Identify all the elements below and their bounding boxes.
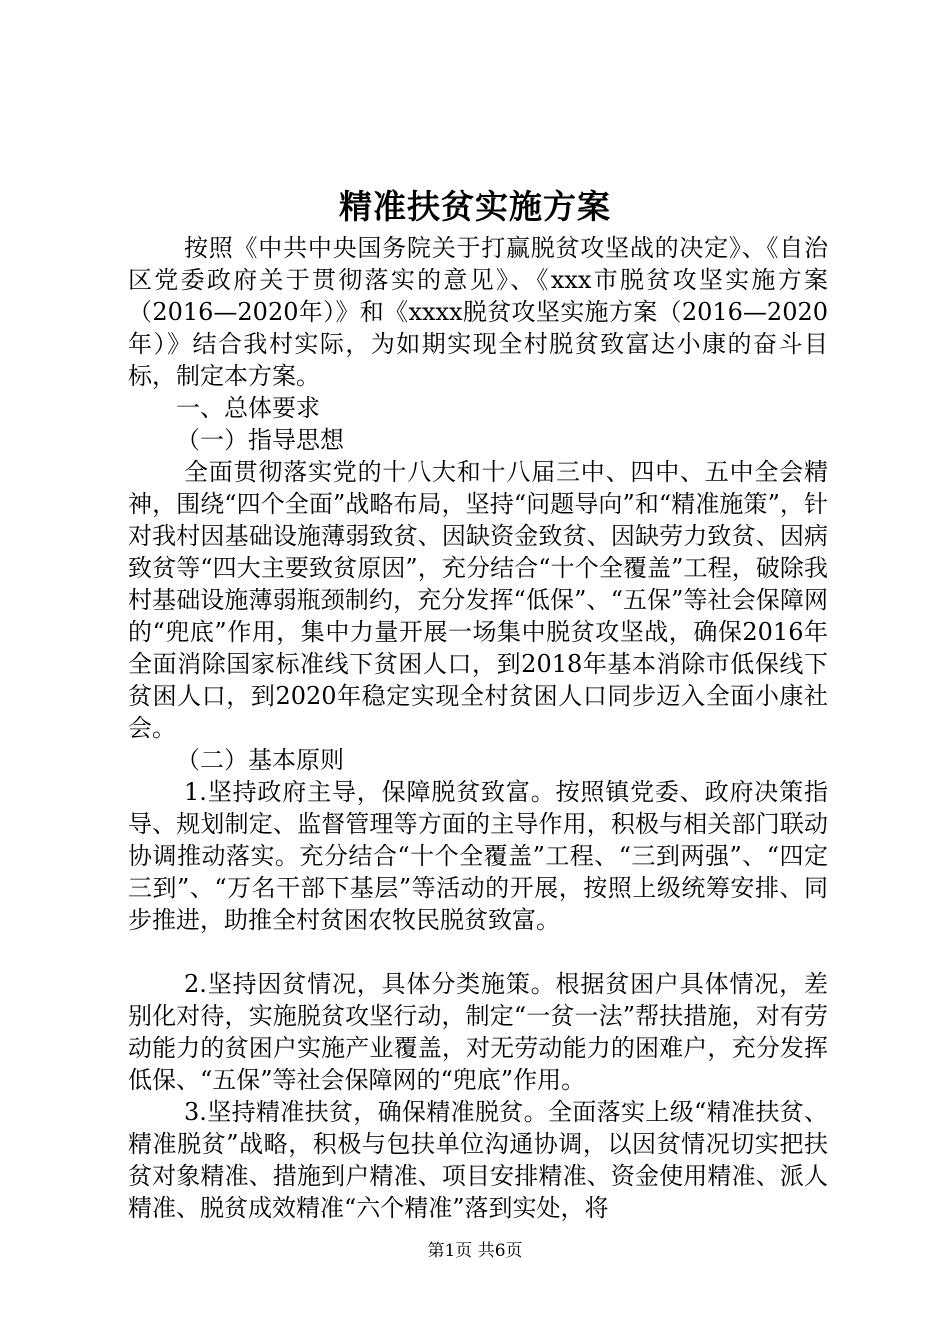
document-title: 精准扶贫实施方案: [339, 187, 611, 226]
guiding-thought-paragraph: 全面贯彻落实党的十八大和十八届三中、四中、五中全会精神，围绕“四个全面”战略布局，坚持“问题导向”和“精准施策”，针对我村因基础设施薄弱致贫、因缺资金致贫、因缺劳力致贫、因病致贫等“四大主要致贫原因”，充分结合“十个全覆盖”工程，破除我村基础设施薄弱瓶颈制约，充分发挥“低保”、“五保”等社会保障网的“兜底”作用，集中力量开展一场集中脱贫攻坚战，确保2016年全面消除国家标准线下贫困人口，到2018年基本消除市低保线下贫困人口，到2020年稳定实现全村贫困人口同步迈入全面小康社会。: [128, 458, 828, 742]
document-body: [128, 232, 828, 1224]
intro-paragraph: 按照《中共中央国务院关于打赢脱贫攻坚战的决定》、《自治区党委政府关于贯彻落实的意见》、《xxx市脱贫攻坚实施方案（2016—2020年）》和《xxxx脱贫攻坚实施方案（2016—2020年）》结合我村实际，为如期实现全村脱贫致富达小康的奋斗目标，制定本方案。: [128, 234, 828, 390]
page-number-footer: 第1页 共6页: [427, 1241, 523, 1261]
subsection-heading-guiding-thought: （一）指导思想: [176, 426, 344, 454]
paragraph-spacer: [128, 936, 828, 968]
principle-1-paragraph: 1.坚持政府主导，保障脱贫致富。按照镇党委、政府决策指导、规划制定、监督管理等方面的主导作用，积极与相关部门联动协调推动落实。充分结合“十个全覆盖”工程、“三到两强”、“四定三到”、“万名干部下基层”等活动的开展，按照上级统筹安排、同步推进，助推全村贫困农牧民脱贫致富。: [128, 778, 828, 934]
principle-2-paragraph: 2.坚持因贫情况，具体分类施策。根据贫困户具体情况，差别化对待，实施脱贫攻坚行动，制定“一贫一法”帮扶措施，对有劳动能力的贫困户实施产业覆盖，对无劳动能力的困难户，充分发挥低保、“五保”等社会保障网的“兜底”作用。: [128, 970, 828, 1094]
subsection-heading-basic-principles: （二）基本原则: [176, 746, 344, 774]
principle-3-paragraph: 3.坚持精准扶贫，确保精准脱贫。全面落实上级“精准扶贫、精准脱贫”战略，积极与包扶单位沟通协调，以因贫情况切实把扶贫对象精准、措施到户精准、项目安排精准、资金使用精准、派人精准、脱贫成效精准“六个精准”落到实处，将: [128, 1098, 828, 1222]
section-heading-general-requirements: 一、总体要求: [176, 394, 320, 422]
